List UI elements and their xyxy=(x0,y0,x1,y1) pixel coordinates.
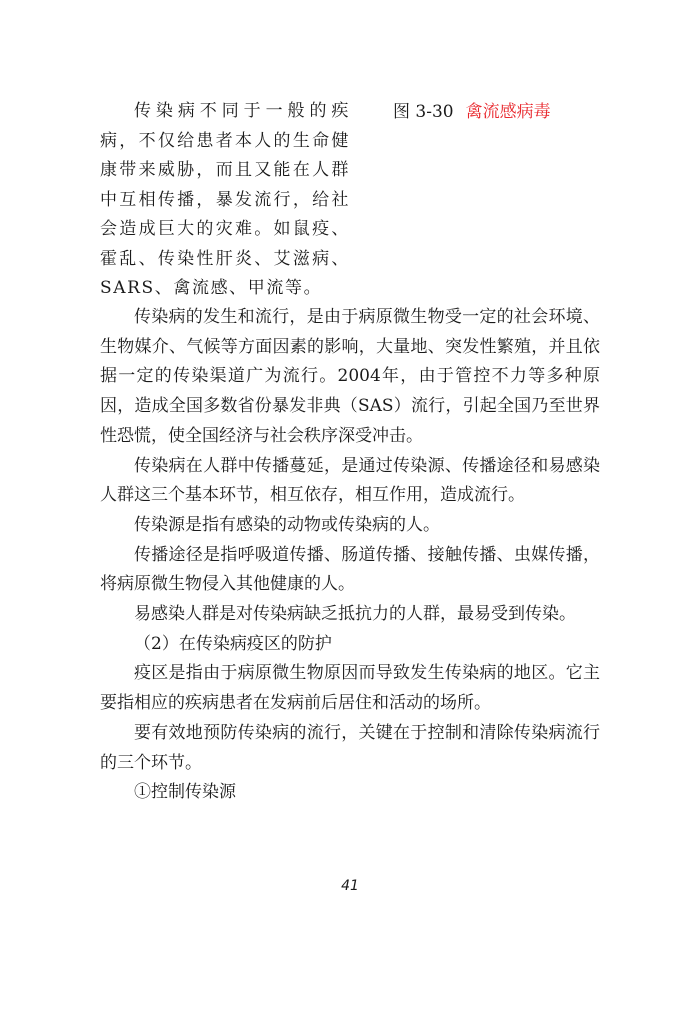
paragraph-prevention-key: 要有效地预防传染病的流行，关键在于控制和清除传染病流行的三个环节。 xyxy=(100,722,600,773)
figure-caption xyxy=(393,101,551,123)
paragraph-transmission-route: 传播途径是指呼吸道传播、肠道传播、接触传播、虫媒传播，将病原微生物侵入其他健康的人。 xyxy=(100,544,600,595)
figure-number: 图 3-30 xyxy=(393,102,454,122)
paragraph-susceptible-population: 易感染人群是对传染病缺乏抵抗力的人群，最易受到传染。 xyxy=(134,604,576,625)
intro-paragraph: 传染病不同于一般的疾病，不仅给患者本人的生命健康带来威胁，而且又能在人群中互相传播，暴发流行，给社会造成巨大的灾难。如鼠疫、霍乱、传染性肝炎、艾滋病、SARS、禽流感、甲流等。 xyxy=(100,101,350,298)
paragraph-three-links: 传染病在人群中传播蔓延，是通过传染源、传播途径和易感染人群这三个基本环节，相互依存，相互作用，造成流行。 xyxy=(100,455,600,506)
list-item-control-source: ①控制传染源 xyxy=(134,782,236,803)
section-heading-epidemic-area: （2）在传染病疫区的防护 xyxy=(134,633,332,654)
paragraph-epidemic-area: 疫区是指由于病原微生物原因而导致发生传染病的地区。它主要指相应的疾病患者在发病前后居住和活动的场所。 xyxy=(100,663,600,714)
figure-title: 禽流感病毒 xyxy=(465,102,551,122)
intro-text-block xyxy=(100,97,350,304)
body-text xyxy=(100,303,600,808)
paragraph-infection-source: 传染源是指有感染的动物或传染病的人。 xyxy=(134,514,440,535)
page-number: 41 xyxy=(341,878,359,894)
paragraph-transmission-causes: 传染病的发生和流行，是由于病原微生物受一定的社会环境、生物媒介、气候等方面因素的影响，大量地、突发性繁殖，并且依据一定的传染渠道广为流行。2004年，由于管控不力等多种原因，造成全国多数省份暴发非典（SAS）流行，引起全国乃至世界性恐慌，使全国经济与社会秩序深受冲击。 xyxy=(100,307,600,446)
